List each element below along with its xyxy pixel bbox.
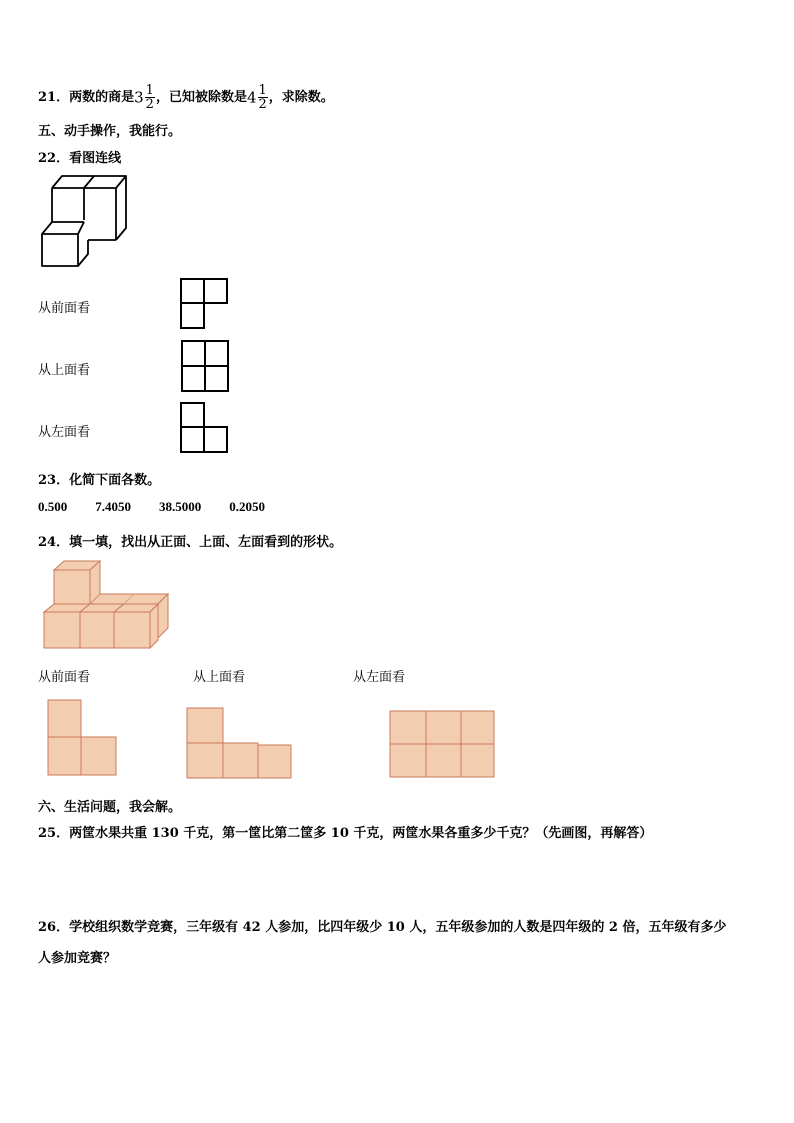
question-24-title: 24．填一填，找出从正面、上面、左面看到的形状。 bbox=[38, 535, 343, 550]
q24-label-top: 从上面看 bbox=[193, 670, 246, 685]
q21-frac2-numerator: 1 bbox=[258, 83, 267, 98]
q23-number-1: 0.500 bbox=[38, 499, 68, 514]
q21-mixed2-whole: 4 bbox=[246, 88, 257, 107]
q24-label-left: 从左面看 bbox=[353, 670, 406, 685]
q21-frac1-numerator: 1 bbox=[145, 83, 154, 98]
q23-number-list bbox=[38, 499, 293, 515]
q21-fraction-1 bbox=[145, 84, 155, 111]
q21-fraction-2 bbox=[258, 84, 268, 111]
q23-number-3: 38.5000 bbox=[159, 499, 202, 514]
question-23-title: 23．化简下面各数。 bbox=[38, 473, 161, 488]
question-26-line-1: 26．学校组织数学竞赛，三年级有 42 人参加，比四年级少 10 人，五年级参加的人数是四年级的 2 倍，五年级有多少 bbox=[38, 920, 727, 935]
question-22-title: 22．看图连线 bbox=[38, 151, 122, 166]
question-25: 25．两筐水果共重 130 千克，第一筐比第二筐多 10 千克，两筐水果各重多少千克？（先画图，再解答） bbox=[38, 826, 653, 841]
q21-text-c: ，求除数。 bbox=[268, 90, 334, 105]
q23-number-4: 0.2050 bbox=[229, 499, 265, 514]
q22-solid-figure bbox=[38, 172, 133, 272]
q24-top-view bbox=[186, 707, 296, 781]
q22-label-top: 从上面看 bbox=[38, 363, 91, 378]
q22-label-front: 从前面看 bbox=[38, 301, 91, 316]
q21-frac2-denominator: 2 bbox=[258, 97, 267, 112]
q24-label-front: 从前面看 bbox=[38, 670, 91, 685]
q21-number: 21． bbox=[38, 90, 70, 105]
q22-view-shape-3 bbox=[180, 402, 230, 456]
section-6-heading: 六、生活问题，我会解。 bbox=[38, 800, 182, 815]
q24-left-view bbox=[389, 710, 499, 780]
q21-frac1-denominator: 2 bbox=[145, 97, 154, 112]
question-26-line-2: 人参加竞赛？ bbox=[38, 951, 117, 966]
q24-cube-stack bbox=[40, 560, 175, 655]
q23-number-2: 7.4050 bbox=[95, 499, 131, 514]
q21-text-b: ，已知被除数是 bbox=[155, 90, 247, 105]
section-5-heading: 五、动手操作，我能行。 bbox=[38, 124, 182, 139]
q22-view-shape-1 bbox=[180, 278, 230, 332]
question-21 bbox=[38, 84, 334, 111]
q24-front-view bbox=[47, 699, 119, 779]
q22-label-left: 从左面看 bbox=[38, 425, 91, 440]
q21-mixed1-whole: 3 bbox=[134, 88, 144, 107]
q21-text-a: 两数的商是 bbox=[69, 90, 135, 105]
q22-view-shape-2 bbox=[181, 340, 231, 394]
